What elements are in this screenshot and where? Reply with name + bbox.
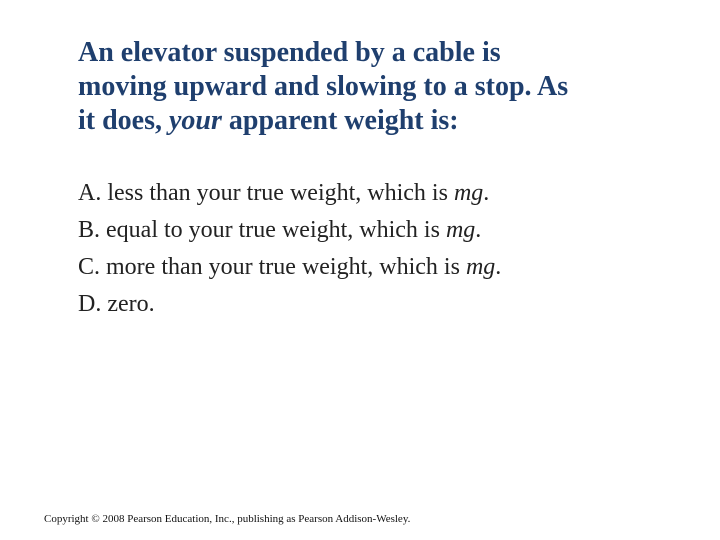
question-line-2: moving upward and slowing to a stop. As (78, 71, 569, 102)
choice-a (78, 175, 501, 212)
choice-c-end: . (495, 254, 502, 280)
choice-c (78, 249, 501, 286)
choice-b-end: . (475, 217, 482, 243)
choice-b-var: mg (445, 217, 476, 243)
choice-c-text: C. more than your true weight, which is (78, 254, 466, 280)
choice-a-var: mg (453, 180, 484, 206)
choice-a-end: . (483, 180, 490, 206)
question-line-3-suffix: apparent weight is: (221, 105, 459, 136)
choice-d-text: D. zero. (78, 291, 155, 317)
choice-b-text: B. equal to your true weight, which is (78, 217, 446, 243)
question-line-3-prefix: it does, (78, 105, 169, 136)
choice-c-var: mg (465, 254, 496, 280)
copyright-footer: Copyright © 2008 Pearson Education, Inc., publishing as Pearson Addison-Wesley. (44, 513, 411, 525)
question-text (78, 36, 678, 138)
question-emphasis: your (169, 105, 222, 136)
choice-d (78, 286, 501, 323)
choice-a-text: A. less than your true weight, which is (78, 180, 454, 206)
question-line-1: An elevator suspended by a cable is (78, 37, 501, 68)
choice-b (78, 212, 501, 249)
answer-choices (78, 175, 501, 323)
